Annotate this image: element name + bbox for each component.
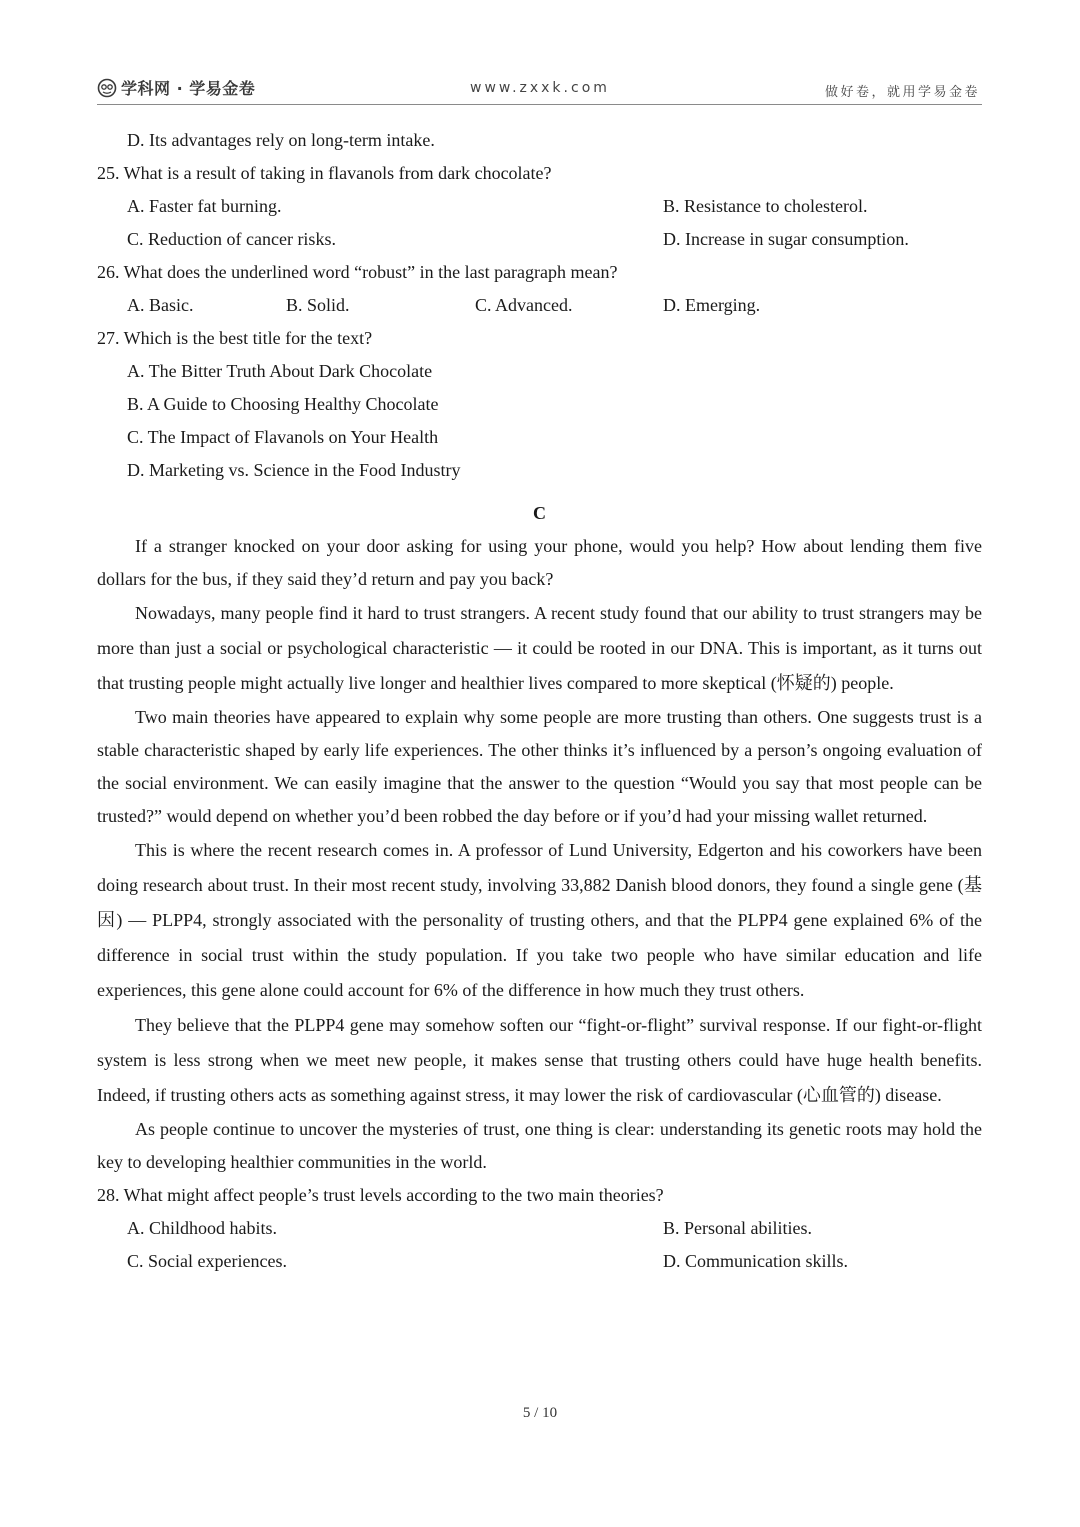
q28-option-d: D. Communication skills. (663, 1251, 849, 1271)
passage-c-paragraph: They believe that the PLPP4 gene may somehow soften our “fight-or-flight” survival response. If our fight-or-flight system is less strong when we meet new people, it makes sense that trusting others could have huge health benefits. Indeed, if trusting others acts as something against stress, it may lower the risk of cardiovascular (心血管的) disease. (97, 1015, 982, 1105)
q25-options-row-1 (97, 190, 982, 223)
q25-option-a: A. Faster fat burning. (127, 196, 282, 216)
q27-option-d: D. Marketing vs. Science in the Food Industry (127, 460, 461, 480)
passage-c-paragraph: As people continue to uncover the mysteries of trust, one thing is clear: understanding its genetic roots may hold the key to developing healthier communities in the world. (97, 1119, 982, 1172)
q28-options-row-1 (97, 1212, 982, 1245)
q26-stem: 26. What does the underlined word “robust” in the last paragraph mean? (97, 262, 618, 282)
passage-c-paragraph: Two main theories have appeared to explain why some people are more trusting than others. One suggests trust is a stable characteristic shaped by early life experiences. The other thinks it’s influenced by a person’s ongoing evaluation of the social environment. We can easily imagine that the answer to the question “Would you say that most people can be trusted?” would depend on whether you’d been robbed the day before or if you’d had your missing wallet returned. (97, 707, 982, 826)
q27-option-a: A. The Bitter Truth About Dark Chocolate (127, 361, 433, 381)
q26-option-b: B. Solid. (286, 295, 350, 315)
q28-option-b: B. Personal abilities. (663, 1218, 812, 1238)
q26-option-d: D. Emerging. (663, 295, 761, 315)
q28-option-a: A. Childhood habits. (127, 1218, 278, 1238)
q27-option-c: C. The Impact of Flavanols on Your Health (127, 427, 439, 447)
exam-content (97, 124, 982, 1278)
site-url: www.zxxk.com (470, 80, 610, 96)
q25-option-d: D. Increase in sugar consumption. (663, 229, 909, 249)
passage-c-paragraph: This is where the recent research comes in. A professor of Lund University, Edgerton and his coworkers have been doing research about trust. In their most recent study, involving 33,882 Danish blood donors, they found a single gene (基因) — PLPP4, strongly associated with the personality of trusting others, and that the PLPP4 gene explained 6% of the difference in social trust within the study population. If you take two people who have similar education and life experiences, this gene alone could account for 6% of the difference in how much they trust others. (97, 840, 982, 1000)
q28-options-row-2 (97, 1245, 982, 1278)
passage-c-heading: C (533, 503, 546, 523)
page-number: 5 / 10 (522, 1405, 558, 1421)
q26-options-row (97, 289, 982, 322)
q25-options-row-2 (97, 223, 982, 256)
logo-text: 学科网 · 学易金卷 (121, 79, 256, 98)
q28-stem: 28. What might affect people’s trust levels according to the two main theories? (97, 1185, 664, 1205)
q27-stem: 27. Which is the best title for the text? (97, 328, 373, 348)
q24-option-d: D. Its advantages rely on long-term intake. (127, 130, 435, 150)
q26-option-c: C. Advanced. (475, 295, 573, 315)
q25-option-b: B. Resistance to cholesterol. (663, 196, 868, 216)
passage-c-paragraph: Nowadays, many people find it hard to trust strangers. A recent study found that our ability to trust strangers may be more than just a social or psychological characteristic — it could be rooted in our DNA. This is important, as it turns out that trusting people might actually live longer and healthier lives compared to more skeptical (怀疑的) people. (97, 603, 982, 693)
q25-option-c: C. Reduction of cancer risks. (127, 229, 336, 249)
q28-option-c: C. Social experiences. (127, 1251, 287, 1271)
owl-logo-icon (97, 78, 117, 98)
passage-c-paragraph: If a stranger knocked on your door asking for using your phone, would you help? How about lending them five dollars for the bus, if they said they’d return and pay you back? (97, 536, 982, 589)
logo (97, 76, 255, 99)
q25-stem: 25. What is a result of taking in flavanols from dark chocolate? (97, 163, 552, 183)
header-slogan: 做好卷，就用学易金卷 (824, 85, 980, 100)
q26-option-a: A. Basic. (127, 295, 194, 315)
q27-option-b: B. A Guide to Choosing Healthy Chocolate (127, 394, 439, 414)
page-header (97, 74, 982, 105)
